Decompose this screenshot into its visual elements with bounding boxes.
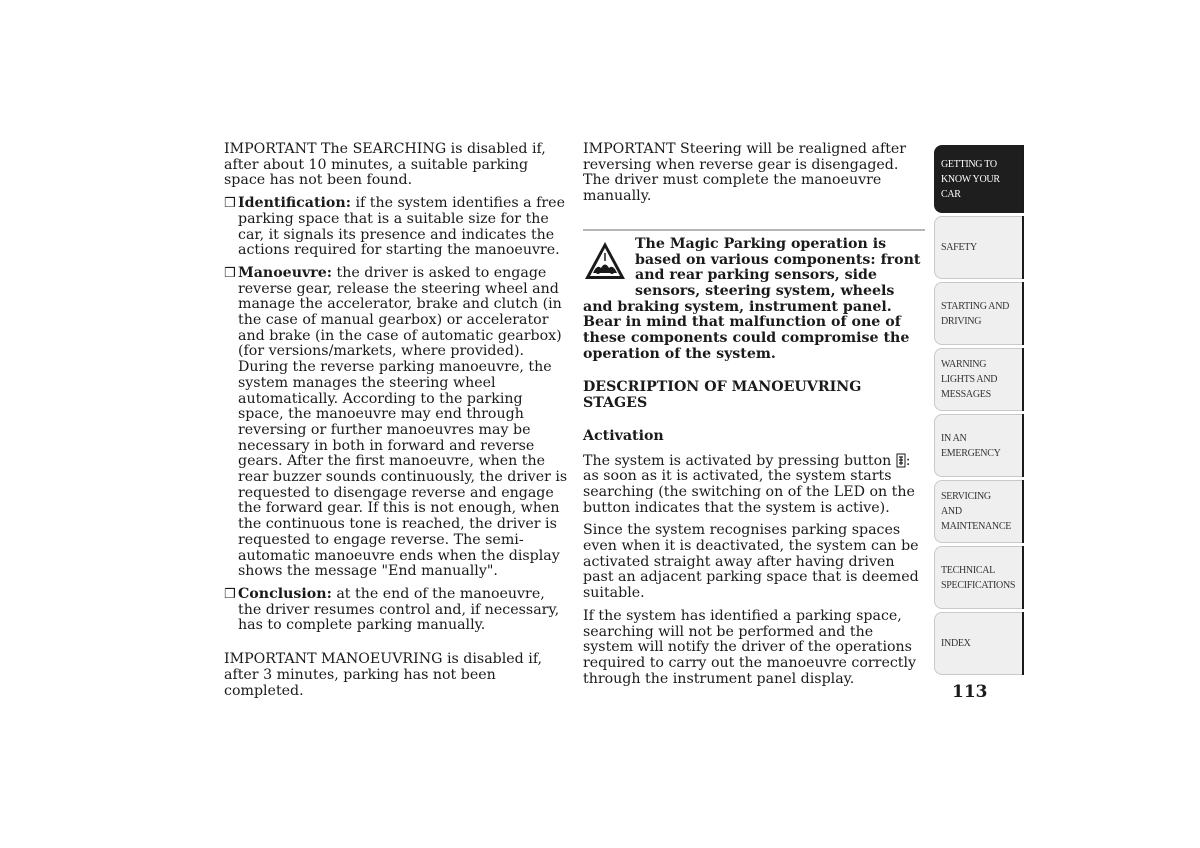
identified-space-paragraph: If the system has identified a parking space, searching will not be performed and the system will notify the driver of the operations required to carry out the manoeuvre correctly through the instrument panel display. <box>583 607 917 687</box>
tab-label: WARNING LIGHTS AND MESSAGES <box>941 359 998 400</box>
bullet-text: if the system identifies a free parking space that is a suitable size for the car, it signals its presence and indicates the actions required for starting the manoeuvre. <box>238 195 565 259</box>
activation-paragraph <box>583 453 925 517</box>
warning-triangle-icon <box>583 239 627 283</box>
bullet-identification <box>224 196 570 259</box>
tab-index[interactable] <box>934 612 1024 675</box>
warning-text: The Magic Parking operation is based on various components: front and rear parking sensors, side sensors, steering system, wheels and braking system, instrument panel. Bear in mind that malfunction of one of these components could compromise the operation of the system. <box>583 235 921 362</box>
tab-starting-and-driving[interactable] <box>934 282 1024 345</box>
bullet-title: Conclusion: <box>238 585 332 602</box>
section-divider <box>583 229 925 231</box>
bullet-box-icon: ❒ <box>224 586 236 602</box>
tab-label: SERVICING AND MAINTENANCE <box>941 491 1012 532</box>
bullet-text: at the end of the manoeuvre, the driver resumes control and, if necessary, has to complete parking manually. <box>238 585 560 634</box>
tab-label: GETTING TO KNOW YOUR CAR <box>941 158 1000 200</box>
bullet-box-icon: ❒ <box>224 196 236 212</box>
tab-label: SAFETY <box>941 242 977 253</box>
bullet-text: the driver is asked to engage reverse gear, release the steering wheel and manage the accelerator, brake and clutch (in the case of manual gearbox) or accelerator and brake (in the case of automatic gearbox) (for versions/markets, where provided). During the reverse parking manoeuvre, the system manages the steering wheel automatically. According to the parking space, the manoeuvre may end through reversing or further manoeuvres may be necessary in both in forward and reverse gears. After the first manoeuvre, when the rear buzzer sounds continuously, the driver is requested to disengage reverse and engage the forward gear. If this is not enough, when the continuous tone is reached, the driver is requested to engage reverse. The semi-automatic manoeuvre ends when the display shows the message "End manually". <box>238 264 568 580</box>
tab-technical-specifications[interactable] <box>934 546 1024 609</box>
warning-box <box>583 237 925 363</box>
tab-warning-lights-and-messages[interactable] <box>934 348 1024 411</box>
right-column <box>583 142 925 694</box>
tab-getting-to-know-your-car[interactable] <box>934 145 1024 213</box>
tab-label: STARTING AND DRIVING <box>941 300 1010 327</box>
page-number: 113 <box>952 682 988 702</box>
tab-servicing-and-maintenance[interactable] <box>934 480 1024 543</box>
bullet-title: Manoeuvre: <box>238 264 332 281</box>
tab-label: IN AN EMERGENCY <box>941 432 1001 459</box>
side-navigation <box>934 145 1024 678</box>
activation-text-after: : as soon as it is activated, the system starts searching (the switching on of the LED on the button indicates that the system is active). <box>583 452 915 516</box>
manoeuvring-disabled-note: IMPORTANT MANOEUVRING is disabled if, after 3 minutes, parking has not been completed. <box>224 651 543 699</box>
tab-in-an-emergency[interactable] <box>934 414 1024 477</box>
activation-text-before: The system is activated by pressing button <box>583 452 896 469</box>
recognition-paragraph: Since the system recognises parking spaces even when it is deactivated, the system can be activated straight away after having driven past an adjacent parking space that is deemed suitable. <box>583 522 919 602</box>
bullet-conclusion <box>224 587 570 634</box>
left-column <box>224 142 570 706</box>
parking-button-icon <box>896 453 906 468</box>
bullet-box-icon: ❒ <box>224 265 236 281</box>
bullet-title: Identification: <box>238 195 351 212</box>
bullet-manoeuvre <box>224 266 570 580</box>
tab-label: INDEX <box>941 638 971 649</box>
steering-realign-note: IMPORTANT Steering will be realigned after reversing when reverse gear is disengaged. The driver must complete the manoeuvre manually. <box>583 141 907 205</box>
searching-disabled-note: IMPORTANT The SEARCHING is disabled if, after about 10 minutes, a suitable parking space has not been found. <box>224 141 546 189</box>
activation-subheading: Activation <box>583 427 664 444</box>
tab-safety[interactable] <box>934 216 1024 279</box>
tab-label: TECHNICAL SPECIFICATIONS <box>941 564 1016 591</box>
section-heading: DESCRIPTION OF MANOEUVRING STAGES <box>583 379 862 412</box>
